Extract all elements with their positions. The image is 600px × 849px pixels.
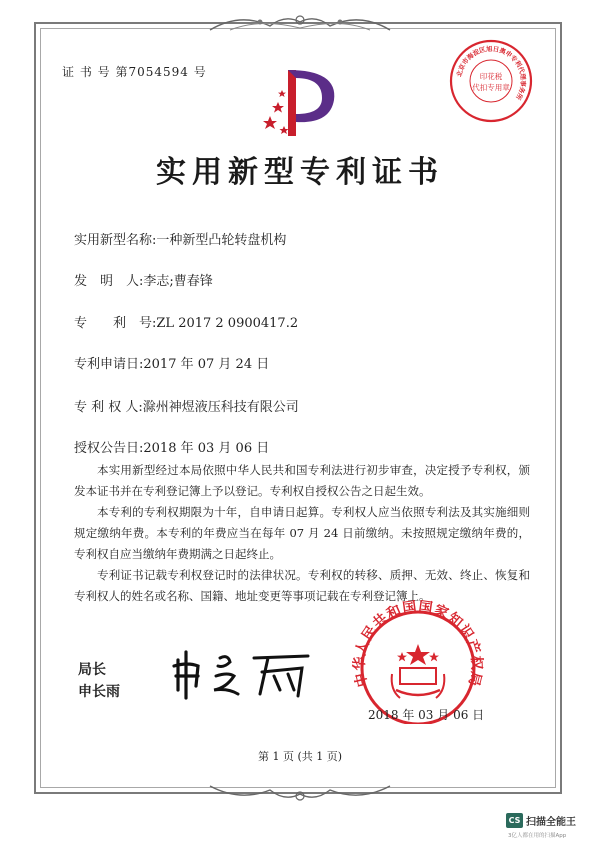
field-label: 专 利 权 人: [74, 400, 143, 415]
handwritten-signature [168, 646, 318, 700]
scanner-app-name: 扫描全能王 [526, 817, 576, 828]
field-inventor [74, 270, 213, 289]
body-paragraph: 本专利的专利权期限为十年，自申请日起算。专利权人应当依照专利法及其实施细则规定缴纳年费。本专利的年费应当在每年 07 月 24 日前缴纳。未按照规定缴纳年费的，专利权自应当缴纳年费期满之日起终止。 [74, 505, 530, 561]
issue-date: 2018 年 03 月 06 日 [368, 708, 485, 722]
field-patentee [74, 396, 299, 415]
agency-stamp-center-line2: 代扣专用章 [472, 83, 510, 92]
field-value: ZL 2017 2 0900417.2 [156, 316, 299, 331]
field-grant-date [74, 437, 269, 456]
certificate-number: 证 书 号 第7054594 号 [62, 65, 207, 79]
field-label: 专 利 号: [74, 316, 157, 331]
scanner-watermark [506, 809, 598, 845]
field-label: 实用新型名称: [74, 233, 157, 248]
agency-stamp [448, 38, 534, 124]
office-seal-outer-text: 中华人民共和国国家知识产权局 [351, 600, 485, 689]
field-value: 滁州神煜液压科技有限公司 [142, 400, 299, 415]
body-paragraph: 专利证书记载专利权登记时的法律状况。专利权的转移、质押、无效、终止、恢复和专利权人的姓名或名称、国籍、地址变更等事项记载在专利登记簿上。 [74, 568, 530, 603]
field-value: 李志;曹春锋 [143, 274, 213, 289]
field-patent-number [74, 312, 298, 331]
field-value: 2017 年 07 月 24 日 [143, 357, 270, 372]
bottom-ornament [200, 780, 400, 806]
agency-stamp-outer-text: 北京市海淀区旭日奥申专利代理事务所 [455, 44, 528, 102]
top-ornament [200, 8, 400, 36]
director-name: 申长雨 [78, 684, 120, 700]
agency-stamp-center-line1: 印花税 [479, 72, 503, 81]
field-label: 发 明 人: [74, 274, 144, 289]
field-utility-model-name [74, 229, 286, 248]
field-value: 2018 年 03 月 06 日 [143, 441, 270, 456]
cs-logo-icon: CS [506, 813, 523, 828]
field-label: 授权公告日: [74, 441, 144, 456]
field-application-date [74, 353, 269, 372]
scanner-app-tagline: 3亿人都在用的扫描App [508, 833, 567, 839]
body-paragraph: 本实用新型经过本局依照中华人民共和国专利法进行初步审查，决定授予专利权，颁发本证书并在专利登记簿上予以登记。专利权自授权公告之日起生效。 [74, 463, 530, 498]
patent-office-emblem-icon [258, 64, 342, 142]
certificate-title: 实用新型专利证书 [156, 155, 444, 190]
page-number: 第 1 页 (共 1 页) [257, 750, 343, 763]
field-label: 专利申请日: [74, 357, 144, 372]
field-value: 一种新型凸轮转盘机构 [156, 233, 287, 248]
certificate-body [74, 460, 530, 607]
director-title: 局长 [78, 662, 106, 678]
